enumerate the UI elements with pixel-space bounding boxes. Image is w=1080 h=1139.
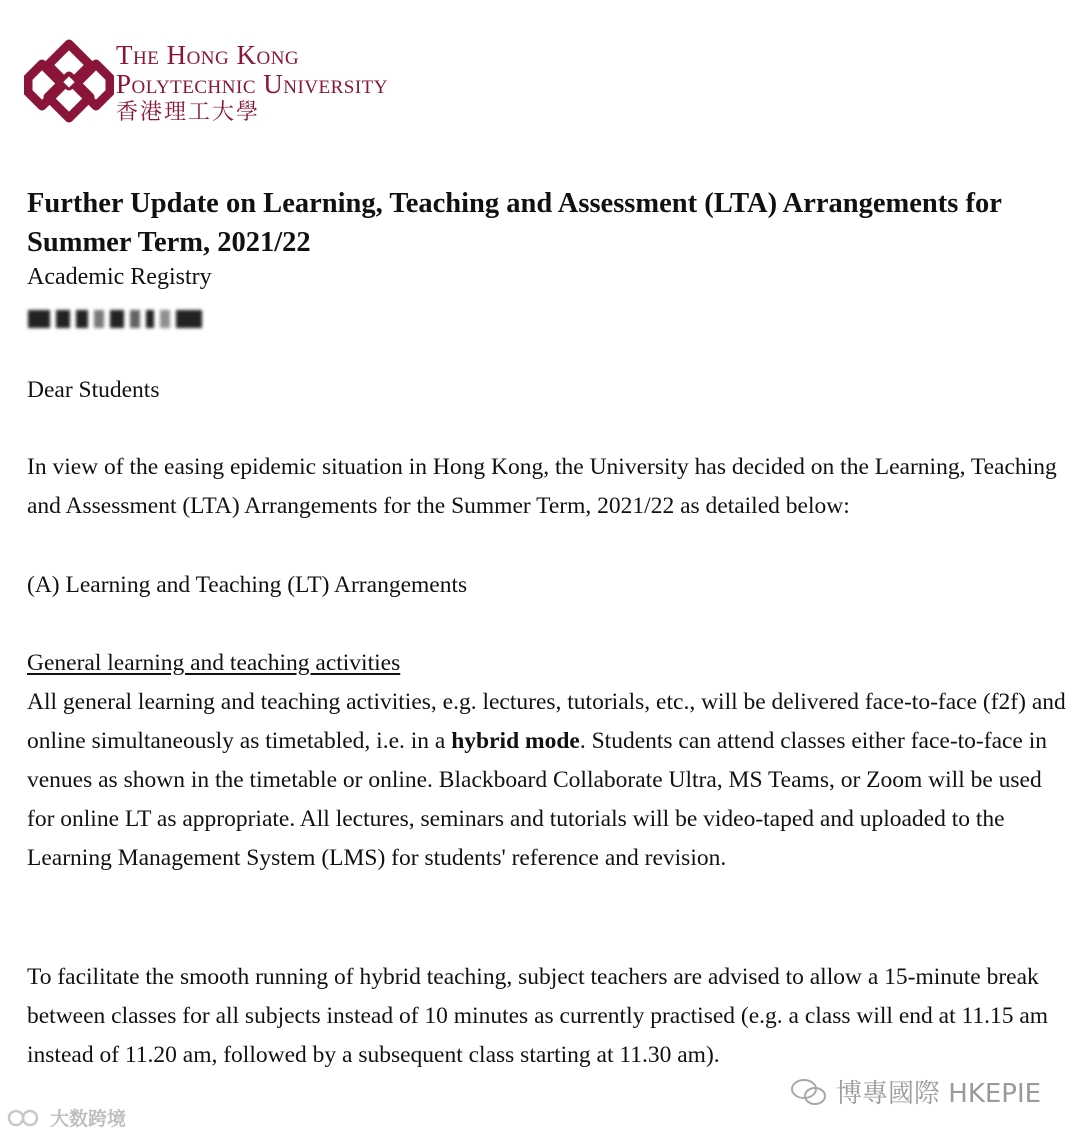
polyu-logo-icon [24, 38, 114, 124]
wechat-icon [790, 1077, 828, 1107]
document-title: Further Update on Learning, Teaching and Assessment (LTA) Arrangements for Summer Term, 2021/22 [27, 188, 1002, 258]
redacted-date [28, 310, 202, 328]
university-name-line2: Polytechnic University [116, 69, 389, 99]
department-name: Academic Registry [27, 264, 212, 290]
watermark-logo-icon [6, 1106, 46, 1130]
subheading-text: General learning and teaching activities [27, 650, 401, 676]
university-name-chinese: 香港理工大學 [116, 99, 261, 124]
watermark-dashu-text: 大数跨境 [50, 1108, 127, 1130]
hybrid-mode-emphasis: hybrid mode [451, 728, 580, 754]
watermark-hkepie [790, 1073, 1041, 1110]
paragraph-break-time: To facilitate the smooth running of hybrid teaching, subject teachers are advised to allow a 15-minute break between classes for all subjects instead of 10 minutes as currently practised (e.g. a class will end at 11.15 am instead of 11.20 am, followed by a subsequent class starting at 11.30 am). [27, 964, 1049, 1068]
watermark-dashu [6, 1104, 126, 1131]
section-a-heading: (A) Learning and Teaching (LT) Arrangements [27, 572, 468, 598]
intro-paragraph: In view of the easing epidemic situation in Hong Kong, the University has decided on the Learning, Teaching and Assessment (LTA) Arrangements for the Summer Term, 2021/22 as detailed below: [27, 454, 1057, 519]
paragraph-hybrid-mode-text-2: . Students can attend classes either face-to-face in venues as shown in the timetable or online. Blackboard Collaborate Ultra, MS Teams, or Zoom will be used for online LT as appropriate. All lectures, seminars and tutorials will be video-taped and uploaded to the Learning Management System (LMS) for students' reference and revision. [27, 728, 1048, 871]
paragraph-hybrid-mode [27, 683, 1072, 878]
greeting: Dear Students [27, 377, 160, 403]
paragraph-hybrid-mode-text-1: All general learning and teaching activities, e.g. lectures, tutorials, etc., will be delivered face-to-face (f2f) and online simultaneously as timetabled, i.e. in a [27, 689, 1066, 754]
watermark-hkepie-text: 博專國際 HKEPIE [836, 1079, 1042, 1109]
subheading [27, 644, 1072, 683]
university-name-line1: The Hong Kong [116, 40, 300, 70]
university-name [116, 40, 388, 126]
